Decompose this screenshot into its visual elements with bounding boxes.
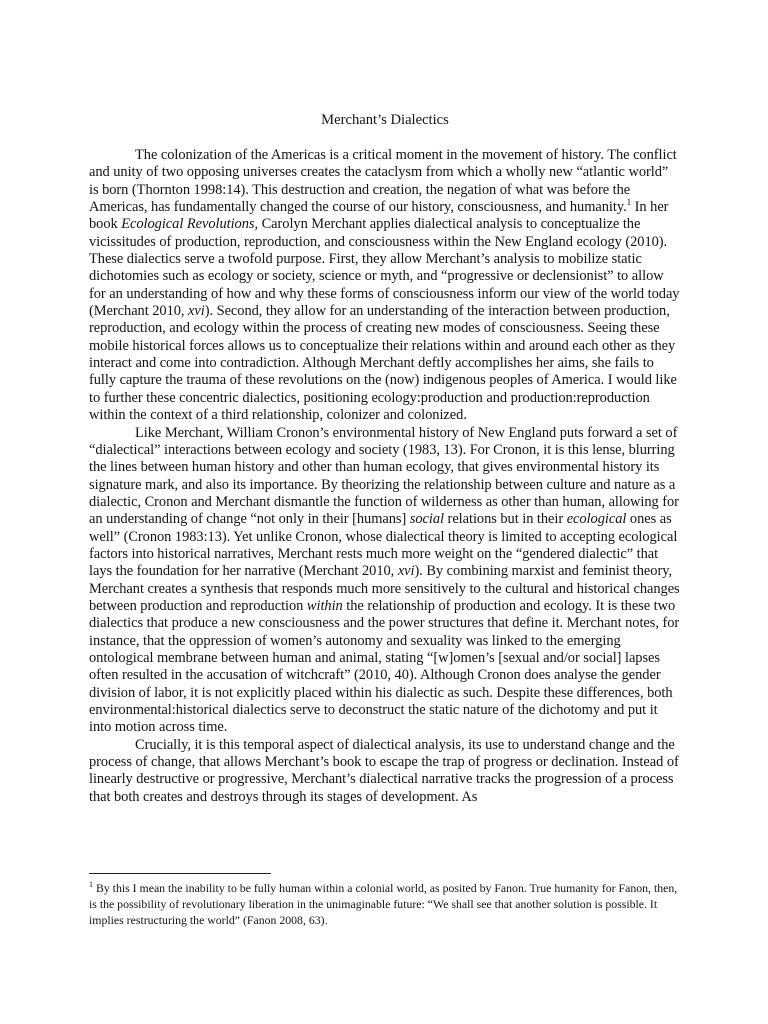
italic-text: within: [306, 597, 343, 614]
paragraph-text: ). Second, they allow for an understanding of the interaction between production, reproduction, and ecology within the process of creating new modes of consciousness. Seeing these mobile historical forces allows us to conceptualize their relations within and around each other as they interact and come into contradiction. Although Merchant deftly accomplishes her aims, she fails to fully capture the trauma of these revolutions on the (now) indigenous peoples of America. I would like to further these concentric dialectics, positioning ecology:production and production:reproduction within the context of a third relationship, colonizer and colonized.: [89, 303, 677, 424]
paragraph-text: Like Merchant, William Cronon’s environmental history of New England puts forward a set of “dialectical” interactions between ecology and society (1983, 13). For Cronon, it is this lense, blurring the lines between human history and other than human ecology, that gives environmental history its signature mark, and also its importance. By theorizing the relationship between culture and nature as a dialectic, Cronon and Merchant dismantle the function of wilderness as other than human, allowing for an understanding of change “not only in their [humans]: [89, 424, 679, 528]
footnote-1: [89, 880, 681, 928]
footnotes-section: [89, 873, 681, 928]
footnote-marker: 1: [89, 880, 93, 890]
document-body: [89, 147, 681, 806]
paragraph-text: ones as well” (Cronon 1983:13). Yet unlike Cronon, whose dialectical theory is limited to accepting ecological factors into historical narratives, Merchant rests much more weight on the “gendered dialectic” that lays the foundation for her narrative (Merchant 2010,: [89, 511, 678, 580]
body-paragraph: [89, 737, 681, 806]
italic-text: ecological: [566, 511, 627, 528]
paragraph-text: , Carolyn Merchant applies dialectical analysis to conceptualize the vicissitudes of production, reproduction, and consciousness within the New England ecology (2010). These dialectics serve a twofold purpose. First, they allow Merchant’s analysis to mobilize static dichotomies such as ecology or society, science or myth, and “progressive or declensionist” to allow for an understanding of how and why these forms of consciousness inform our view of the world today (Merchant 2010,: [89, 216, 680, 320]
document-page: [89, 110, 681, 806]
paragraph-text: ). By combining marxist and feminist theory, Merchant creates a synthesis that responds much more sensitively to the cultural and historical changes between production and reproduction: [89, 563, 680, 614]
italic-text: Ecological Revolutions: [121, 216, 255, 233]
document-title: Merchant’s Dialectics: [321, 112, 449, 128]
body-paragraph: [89, 147, 681, 425]
paragraph-text: In her book: [89, 199, 669, 233]
paragraph-text: the relationship of production and ecology. It is these two dialectics that produce a new consciousness and the power structures that define it. Merchant notes, for instance, that the oppression of women’s autonomy and sexuality was linked to the emerging ontological membrane between human and animal, stating “[w]omen’s [sexual and/or social] lapses often resulted in the accusation of witchcraft” (2010, 40). Although Cronon does analyse the gender division of labor, it is not explicitly placed within his dialectic as such. Despite these differences, both environmental:historical dialectics serve to deconstruct the static nature of the dichotomy and put it into motion across time.: [89, 597, 680, 736]
italic-text: xvi: [188, 303, 205, 320]
italic-text: social: [409, 511, 444, 528]
footnote-text: By this I mean the inability to be fully human within a colonial world, as posited by Fanon. True humanity for Fanon, then, is the possibility of revolutionary liberation in the unimaginable future: “We shall see that another solution is possible. It implies restructuring the world” (Fanon 2008, 63).: [89, 881, 678, 927]
paragraph-text: relations but in their: [444, 511, 567, 528]
paragraph-text: Crucially, it is this temporal aspect of dialectical analysis, its use to understand change and the process of change, that allows Merchant’s book to escape the trap of progress or declination. Instead of linearly destructive or progressive, Merchant’s dialectical narrative tracks the progression of a process that both creates and destroys through its stages of development. As: [89, 736, 679, 805]
body-paragraph: [89, 425, 681, 737]
italic-text: xvi: [397, 563, 415, 580]
paragraph-text: The colonization of the Americas is a critical moment in the movement of history. The conflict and unity of two opposing universes creates the cataclysm from which a wholly new “atlantic world” is born (Thornton 1998:14). This destruction and creation, the negation of what was before the Americas, has fundamentally changed the course of our history, consciousness, and humanity.: [89, 147, 677, 216]
footnote-separator: [89, 873, 271, 874]
footnote-reference: 1: [626, 197, 632, 208]
